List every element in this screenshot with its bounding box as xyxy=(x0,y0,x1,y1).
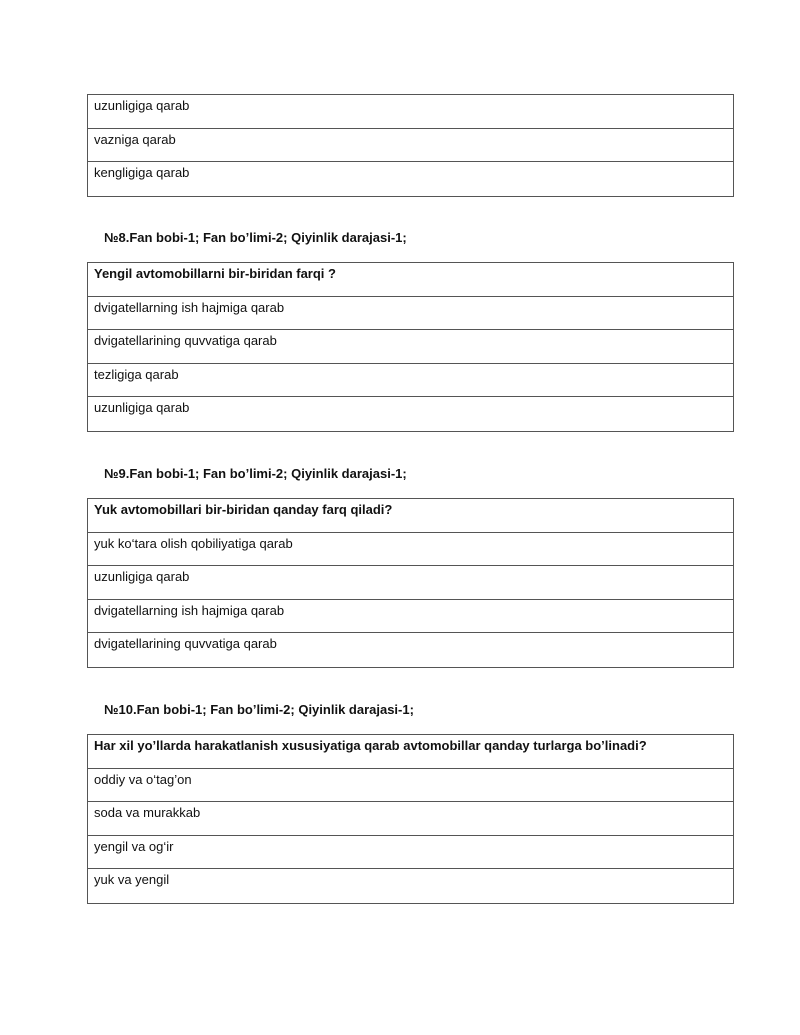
option-row: uzunligiga qarab xyxy=(88,95,733,129)
question-heading-9: №9.Fan bobi-1; Fan bo’limi-2; Qiyinlik darajasi-1; xyxy=(104,466,407,481)
option-row: dvigatellarning ish hajmiga qarab xyxy=(88,297,733,331)
option-row: oddiy va o‘tag’on xyxy=(88,769,733,803)
question-table-9 xyxy=(87,498,734,668)
option-row: vazniga qarab xyxy=(88,129,733,163)
option-row: uzunligiga qarab xyxy=(94,400,190,416)
question-heading-10: №10.Fan bobi-1; Fan bo’limi-2; Qiyinlik darajasi-1; xyxy=(104,702,414,717)
option-row: kengligiga qarab xyxy=(94,165,190,181)
option-row: soda va murakkab xyxy=(88,802,733,836)
option-row: yuk va yengil xyxy=(94,872,170,888)
answer-table-previous xyxy=(87,94,734,197)
question-table-10 xyxy=(87,734,734,904)
question-table-8 xyxy=(87,262,734,432)
option-row: dvigatellarining quvvatiga qarab xyxy=(88,330,733,364)
option-row: yuk ko‘tara olish qobiliyatiga qarab xyxy=(88,533,733,567)
option-row: uzunligiga qarab xyxy=(88,566,733,600)
question-text: Har xil yo’llarda harakatlanish xususiyatiga qarab avtomobillar qanday turlarga bo’linadi? xyxy=(88,735,733,769)
question-text: Yuk avtomobillari bir-biridan qanday farq qiladi? xyxy=(88,499,733,533)
option-row: tezligiga qarab xyxy=(88,364,733,398)
option-row: yengil va og‘ir xyxy=(88,836,733,870)
option-row: dvigatellarining quvvatiga qarab xyxy=(94,636,277,652)
option-row: dvigatellarning ish hajmiga qarab xyxy=(88,600,733,634)
question-heading-8: №8.Fan bobi-1; Fan bo’limi-2; Qiyinlik darajasi-1; xyxy=(104,230,407,245)
question-text: Yengil avtomobillarni bir-biridan farqi ? xyxy=(88,263,733,297)
